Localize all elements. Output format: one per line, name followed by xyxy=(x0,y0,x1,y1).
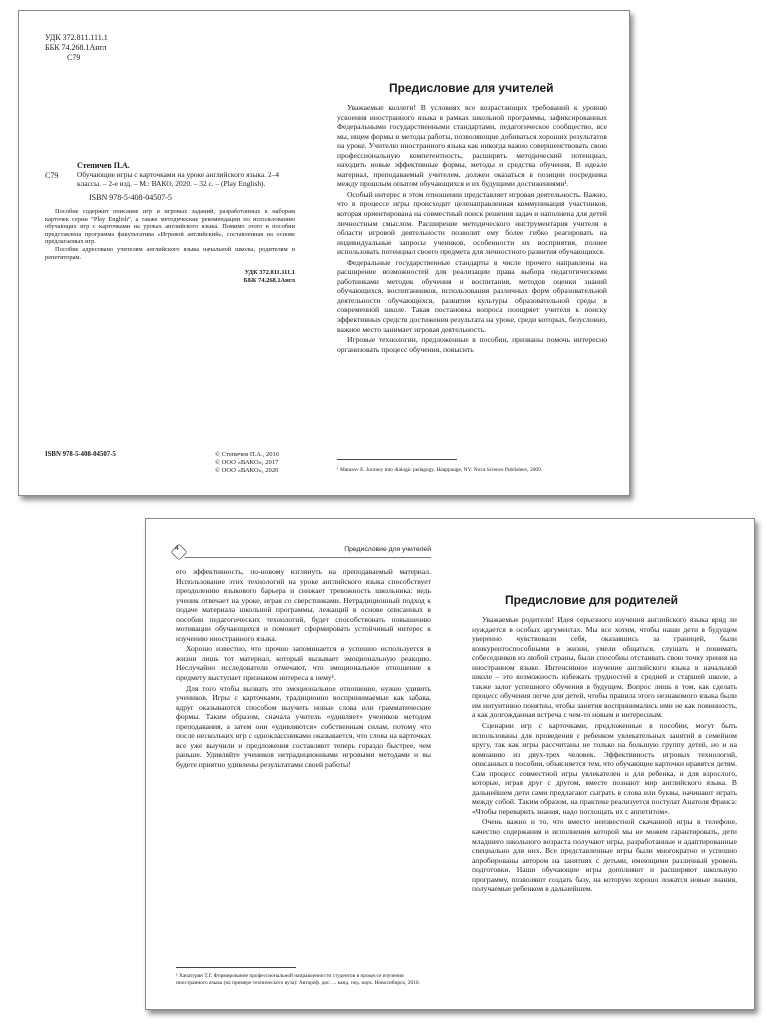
annotation-paragraph: Пособие адресовано учителям английского языка начальной школы, родителям и репетиторам. xyxy=(45,245,295,261)
bbk-code: ББК 74.268.1Англ xyxy=(45,43,107,52)
annotation xyxy=(45,208,295,261)
footnote: ¹ Matusov E. Journey into dialogic pedagogy. Hauppauge, NY: Nova Science Publishers, 2009. xyxy=(337,467,543,473)
copyright-line: © Степичев П.А., 2016 xyxy=(215,451,280,458)
isbn-footer: ISBN 978-5-408-04507-5 xyxy=(45,451,116,458)
paragraph: Уважаемые родители! Идея серьезного изучения английского языка вряд ли нуждается в особых аргументах. Мы все хотим, чтобы наши дети в будущем уверенно чувствовали себя, оказавшись за границей, были конкурентоспособными в жизни, умели общаться, слушать и понимать собеседников из любой страны, были способны отстаивать свою точку зрения на иностранном языке. Интенсивное изучение английского языка в начальной школе – это возможность избежать трудностей в средней и старшей школе, а также залог успешного обучения в будущем. Вопрос лишь в том, как сделать процесс обучения легче для детей, чтобы правила этого незнакомого языка были им интуитивно понятны, чтобы занятия воспринимались ими не как повинность, а как долгожданная встреча с чем-то новым и интересным. xyxy=(472,615,737,720)
udk-code-bottom: УДК 372.811.111.1 xyxy=(244,269,295,277)
paragraph: Хорошо известно, что прочно запоминается и успешно используется в жизни лишь тот материал, который вызывает эмоциональную реакцию. Неслучайно исследователи отмечают, что эмоциональное отношение к предмету выступает признаком интереса к нему¹. xyxy=(176,644,431,683)
copyright-line: © ООО «ВАКО», 2020 xyxy=(215,467,279,475)
paragraph: его эффективность, по-новому взглянуть на преподаваемый материал. Использование этих технологий на уроке английского языка способствует преодолению языкового барьера и снижает тревожность школьника: ведь ученик отвечает на уроке, играя со сверстниками. Нетрадиционный подход к подаче материала школьной программы, лежащий в основе описанных в пособии педагогических технологий, будет способствовать повышению мотивации обучающихся и поможет сформировать устойчивый интерес к изучению иностранного языка. xyxy=(176,567,431,643)
teachers-preface-page xyxy=(319,11,629,495)
footnote-divider xyxy=(176,967,296,968)
paragraph: Федеральные государственные стандарты в числе прочего направлены на расширение возможностей для реализации права выбора педагогическими работниками методик обучения и воспитания, методов оценки знаний обучающихся, воспитанников, использования различных форм образовательной деятельности обучающихся, развития культуры образовательной среды в современной школе. Такая постановка вопроса поощряет учителя к поиску эффективных средств достижения результата на уроке, среди которых, безусловно, важное место занимает игровая деятельность. xyxy=(337,257,607,334)
footnote-divider xyxy=(337,459,457,460)
book-description: Обучающие игры с карточками на уроке английского языка. 2–4 классы. – 2-е изд. – М.: ВАКО, 2020. – 32 с. – (Play English). xyxy=(77,170,279,188)
paragraph: Игровые технологии, предложенные в пособии, призваны помочь интересно организовать процесс обучения, повысить xyxy=(337,335,607,354)
paragraph: Очень важно и то, что вместо неизвестной скачанной игры в телефоне, качество содержания и исполнения которой мы не можем гарантировать, дети младшего школьного возраста получают игры, разработанные и адаптированные специально для них. Все представленные игры были многократно и успешно апробированы автором на занятиях с детьми, имеющими различный уровень подготовки. Наши обучающие игры дополняют и расширяют школьную программу, позволяют создать базу, на которую хорошо ложатся новые знания, получаемые ребенком в дальнейшем. xyxy=(472,817,737,894)
udk-code: УДК 372.811.111.1 xyxy=(45,33,108,42)
page-number: 4 xyxy=(175,545,179,552)
classification-codes xyxy=(45,33,108,63)
copyright-line: © ООО «ВАКО», 2017 xyxy=(215,459,279,467)
imprint-page xyxy=(19,11,319,495)
running-header xyxy=(171,544,431,558)
preface-body-continued xyxy=(176,567,431,770)
parents-preface-page xyxy=(450,519,754,1009)
header-rule xyxy=(185,557,431,558)
running-head-title: Предисловие для учителей xyxy=(344,546,431,553)
parents-preface-body xyxy=(472,615,737,895)
page-title: Предисловие для учителей xyxy=(389,81,554,95)
annotation-paragraph: Пособие содержит описание игр и игровых заданий, разработанных к наборам карточек серии “Play English”, а также методические рекомендации по использованию обучающих игр с карточками на уроках английского языка. Помимо этого в пособии представлена программа факультатива «Игровой английский», составленная на основе предлагаемых игр. xyxy=(45,208,295,246)
paragraph: Для того чтобы вызвать это эмоциональное отношение, нужно удивить учеников. Игры с карточками, традиционно воспринимаемые как забава, вдруг оказываются способом выучить новые слова или грамматические формы. Таким образом, сначала учитель «удивляет» учеников методом преподавания, а затем они «удивляются» собственным силам, потому что после нескольких игр с одноклассниками оказывается, что слова на карточках все уже выучили и предложения составляют теперь гораздо быстрее, чем раньше. Удивляйте учеников нетрадиционными игровыми методами и вы будете приятно удивлены результатами своей работы! xyxy=(176,683,431,769)
paragraph: Уважаемые коллеги! В условиях все возрастающих требований к уровню усвоения иностранного языка в рамках школьной программы, зафиксированных Федеральными государственными стандартами, педагогическое сообщество, все мы, ищем формы и методы работы, позволяющие добиваться хороших результатов на уроке. Учителю иностранного языка как никогда важно совершенствовать свою профессиональную компетентность, расширять методический потенциал, находить новые эффективные формы, методы и средства обучения. В идеале материал, преподаваемый учителем, должен оказаться в позиции посредника между прошлым опытом обучающихся и их будущими достижениями¹. xyxy=(337,103,607,189)
book-spread-top xyxy=(18,10,630,496)
author-mark-side: С79 xyxy=(45,171,59,180)
isbn: ISBN 978-5-408-04507-5 xyxy=(89,193,172,202)
preface-body xyxy=(337,103,607,355)
book-spread-bottom xyxy=(145,518,755,1010)
author-mark: С79 xyxy=(67,53,81,62)
page-title: Предисловие для родителей xyxy=(505,593,678,607)
author-name: Степичев П.А. xyxy=(77,161,130,170)
paragraph: Сценарии игр с карточками, предложенные в пособии, могут быть использованы для проведения с ребенком увлекательных занятий в семейном кругу, так как игры рассчитаны не только на большую группу детей, но и на компанию из двух-трех человек. Эффективность игровых технологий, описанных в пособии, объясняется тем, что обучающие карточки нравятся детям. Сам процесс совместной игры увлекателен и для ребенка, и для взрослого, которые, играя друг с другом, вместе познают мир английского языка. В дальнейшем дети сами предлагают сыграть в слова или буквы, начинают играть между собой. Таким образом, на практике реализуется постулат Анатоля Франса: «Чтобы переварить знания, надо поглощать их с аппетитом». xyxy=(472,721,737,816)
bibliographic-record xyxy=(45,161,295,285)
copyright-block xyxy=(215,451,279,476)
classification-codes-bottom xyxy=(45,269,295,285)
paragraph: Особый интерес в этом отношении представляет игровая деятельность. Важно, что в процессе игры происходит целенаправленная коммуникация участников, которая ориентирована на совместный поиск решения задач и наполнена для детей личностным смыслом. Расширение методического инструментария учителя в области игровой деятельности позволит ему более гибко реагировать на индивидуальные запросы учеников, особенности их восприятия, полнее использовать потенциал своего предмета для личностного развития обучающихся. xyxy=(337,189,607,257)
bbk-code-bottom: ББК 74.268.1Англ xyxy=(243,277,295,285)
footnote: ¹ Хачатурян Т.Г. Формирование профессиональной направленности студентов в процессе изучения иностранного языка (на примере технического вуза): Автореф. дис. ... канд. пед. наук. Новосибирск, 2010. xyxy=(176,973,420,986)
teachers-preface-continued-page xyxy=(146,519,446,1009)
